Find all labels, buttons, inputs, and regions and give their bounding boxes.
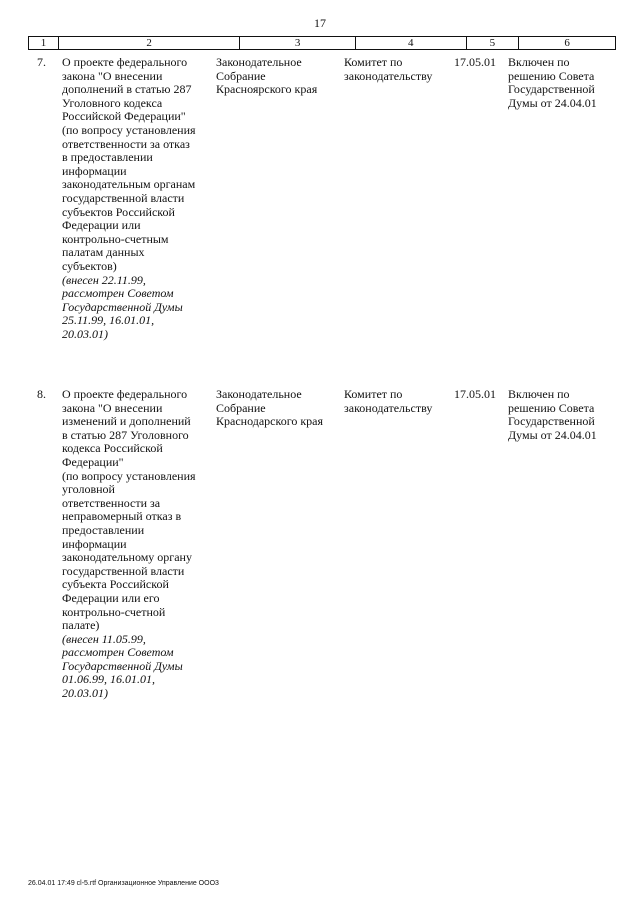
- text-line: Законодательное: [216, 55, 302, 69]
- text-line: ответственности за отказ: [62, 136, 190, 151]
- header-cell-2: 2: [59, 37, 240, 49]
- text-line: 01.06.99, 16.01.01,: [62, 672, 155, 687]
- text-line: субъектов Российской: [62, 204, 175, 219]
- text-line: законодательству: [344, 400, 433, 415]
- footer-text: 26.04.01 17:49 cl-5.rtf Организационное Управление ООО3: [28, 880, 219, 887]
- text-line: в предоставлении: [62, 150, 153, 165]
- text-line: рассмотрен Советом: [62, 645, 174, 660]
- text-line: предоставлении: [62, 522, 145, 537]
- text-line: Федерации": [62, 454, 124, 469]
- text-line: Государственной: [508, 414, 595, 429]
- text-line: 20.03.01): [62, 686, 108, 701]
- entry-date: 17.05.01: [454, 55, 496, 69]
- text-line: Федерации или его: [62, 590, 160, 605]
- text-line: Собрание: [216, 68, 266, 83]
- text-line: в статью 287 Уголовного: [62, 427, 189, 442]
- title-lines: [62, 56, 222, 274]
- text-line: Думы от 24.04.01: [508, 95, 597, 110]
- text-line: (по вопросу установления: [62, 468, 196, 483]
- text-line: государственной власти: [62, 190, 185, 205]
- text-line: (внесен 11.05.99,: [62, 631, 146, 646]
- text-line: (по вопросу установления: [62, 122, 196, 137]
- title-lines: [62, 388, 222, 633]
- text-line: решению Совета: [508, 68, 595, 83]
- entry-author: [216, 56, 341, 97]
- text-line: О проекте федерального: [62, 55, 188, 69]
- header-cell-3: 3: [240, 37, 356, 49]
- text-line: информации: [62, 163, 127, 178]
- text-line: 25.11.99, 16.01.01,: [62, 313, 155, 328]
- text-line: законодательным органам: [62, 177, 196, 192]
- entry-note: [62, 274, 222, 342]
- entry-decision: [508, 388, 612, 442]
- entry-number: 7.: [37, 55, 46, 69]
- entry-committee: [344, 388, 454, 415]
- text-line: законодательному органу: [62, 550, 192, 565]
- header-cell-1: 1: [29, 37, 59, 49]
- text-line: Государственной Думы: [62, 658, 183, 673]
- text-line: закона "О внесении: [62, 400, 163, 415]
- entry-title: [62, 56, 222, 341]
- entry-date: 17.05.01: [454, 387, 496, 401]
- entry-note: [62, 633, 222, 701]
- text-line: Государственной Думы: [62, 299, 183, 314]
- text-line: Думы от 24.04.01: [508, 427, 597, 442]
- entry-author: [216, 388, 341, 429]
- text-line: неправомерный отказ в: [62, 509, 182, 524]
- text-line: ответственности за: [62, 495, 161, 510]
- text-line: палате): [62, 618, 100, 633]
- text-line: государственной власти: [62, 563, 185, 578]
- text-line: Краснодарского края: [216, 414, 324, 429]
- text-line: Комитет по: [344, 387, 403, 401]
- text-line: палатам данных: [62, 245, 145, 260]
- text-line: субъекта Российской: [62, 577, 169, 592]
- text-line: Красноярского края: [216, 82, 318, 97]
- header-cell-4: 4: [356, 37, 467, 49]
- text-line: Включен по: [508, 387, 570, 401]
- text-line: законодательству: [344, 68, 433, 83]
- text-line: Уголовного кодекса: [62, 95, 163, 110]
- text-line: (внесен 22.11.99,: [62, 272, 146, 287]
- entry-committee: [344, 56, 454, 83]
- entry-number: 8.: [37, 387, 46, 401]
- entry-decision: [508, 56, 612, 110]
- text-line: Комитет по: [344, 55, 403, 69]
- text-line: субъектов): [62, 258, 117, 273]
- text-line: 20.03.01): [62, 326, 108, 341]
- text-line: контрольно-счетным: [62, 231, 169, 246]
- text-line: Государственной: [508, 82, 595, 97]
- text-line: информации: [62, 536, 127, 551]
- text-line: Федерации или: [62, 218, 141, 233]
- text-line: дополнений в статью 287: [62, 82, 192, 97]
- text-line: кодекса Российской: [62, 441, 163, 456]
- text-line: Включен по: [508, 55, 570, 69]
- text-line: решению Совета: [508, 400, 595, 415]
- text-line: рассмотрен Советом: [62, 286, 174, 301]
- text-line: уголовной: [62, 482, 115, 497]
- text-line: Законодательное: [216, 387, 302, 401]
- text-line: изменений и дополнений: [62, 414, 191, 429]
- header-cell-5: 5: [467, 37, 520, 49]
- page-number: 17: [314, 16, 326, 30]
- text-line: О проекте федерального: [62, 387, 188, 401]
- text-line: контрольно-счетной: [62, 604, 166, 619]
- header-cell-6: 6: [564, 37, 570, 49]
- text-line: Собрание: [216, 400, 266, 415]
- text-line: закона "О внесении: [62, 68, 163, 83]
- entry-title: [62, 388, 222, 701]
- text-line: Российской Федерации": [62, 109, 186, 124]
- table-header-row: [28, 36, 616, 50]
